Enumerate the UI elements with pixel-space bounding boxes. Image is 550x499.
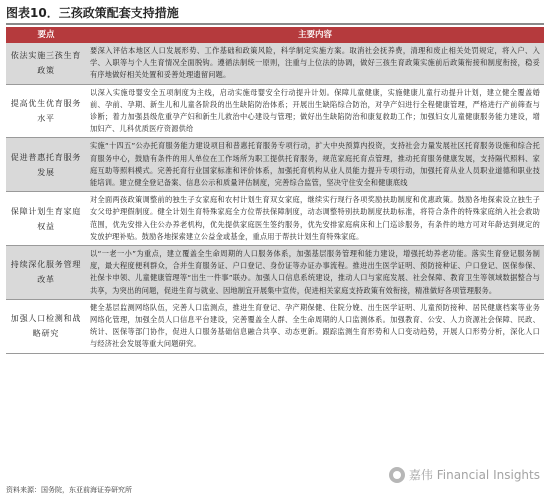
watermark-text: 嘉伟 Financial Insights xyxy=(408,468,540,482)
table-row xyxy=(6,299,544,353)
policy-measures-table xyxy=(6,27,544,354)
row-key: 提高优生优育服务水平 xyxy=(6,84,86,138)
table-row xyxy=(6,138,544,192)
row-content: 健全基层监测网络队伍，完善人口监测点，推进生育登记、孕产期保健、住院分娩、出生医学证明、儿童预防接种、居民健康档案等业务网络化管理，加强全员人口信息平台建设，完善覆盖全人群、全生命周期的人口监测体系。加强教育、公安、人力资源社会保障、民政、统计、医保等部门协作，促进人口服务基础信息融合共享、动态更新。跟踪监测生育形势和人口变动趋势，开展人口形势分析，深化人口与经济社会发展等重大问题研究。 xyxy=(86,299,544,353)
row-content: 实施“十四五”公办托育服务能力建设项目和普惠托育服务专项行动，扩大中央预算内投资，支持社会力量发展社区托育服务设施和综合托育服务中心，鼓励有条件的用人单位在工作场所为职工提供托育服务，规范家庭托育点管理，推动托育服务健康发展，支持隔代照料、家庭互助等照料模式。完善托育行业国家标准和评价体系，加强托育机构从业人员能力提升专项行动，加强托育从业人员职业道德和职业技能培训。建立健全登记备案、信息公示和质量评估制度，完善综合监管，坚决守住安全和健康底线 xyxy=(86,138,544,192)
row-content: 对全面两孩政策调整前的独生子女家庭和农村计划生育双女家庭，继续实行现行各项奖励扶助制度和优惠政策。鼓励各地探索设立独生子女父母护理假制度。健全计划生育特殊家庭全方位帮扶保障制度，动态调整特别扶助制度扶助标准，将符合条件的特殊家庭纳入社会救助范围，优先安排入住公办养老机构，优先提供家庭医生签约服务，优先安排家庭病床和上门巡诊服务，有条件的地方可对年龄达到规定的发放护理补贴。鼓励各地探索建立公益金或基金，重点用于帮扶计划生育特殊家庭。 xyxy=(86,192,544,246)
table-row xyxy=(6,192,544,246)
title-divider xyxy=(6,23,544,25)
row-content: 以“一老一小”为重点，建立覆盖全生命周期的人口服务体系，加强基层服务管理和能力建设，增强托幼养老功能。落实生育登记服务制度，最大程度便利群众，合并生育服务证、户口登记、身份证等办证办事流程。推进出生医学证明、预防接种证、户口登记、医保参保、社保卡申领、儿童健康管理等“出生一件事”联办。加强人口信息系统建设，推动人口与家庭发展、社会保障、教育卫生等领域数据整合与共享，为突出的问题，促进生育与就业、因地制宜开展集中宣传，促进相关家庭支持政策有效衔接，精准做好各项管理服务。 xyxy=(86,246,544,300)
row-key: 持续深化服务管理改革 xyxy=(6,246,86,300)
row-key: 依法实施三孩生育政策 xyxy=(6,43,86,84)
row-key: 保障计划生育家庭权益 xyxy=(6,192,86,246)
brand-logo-icon xyxy=(389,467,405,483)
row-content: 要深入评估本地区人口发展形势、工作基础和政策风险，科学制定实施方案。取消社会抚养费，清理和废止相关处罚规定，将入户、入学、入职等与个人生育情况全面脱钩。遵循法制统一原则，注重与上位法的协调，做好三孩生育政策实施前后政策衔接和制度衔接，稳妥有序地做好相关处置和妥善处理遗留问题。 xyxy=(86,43,544,84)
figure-title: 图表10．三孩政策配套支持措施 xyxy=(6,6,179,20)
row-key: 促进普惠托育服务发展 xyxy=(6,138,86,192)
source-note: 资料来源：国务院，东亚前海证券研究所 xyxy=(6,486,132,494)
table-header-row xyxy=(6,27,544,43)
row-content: 以深入实施母婴安全五项制度为主线，启动实施母婴安全行动提升计划。保障儿童健康，实施健康儿童行动提升计划，建立健全覆盖婚前、孕前、孕期、新生儿和儿童各阶段的出生缺陷防治体系；开展出生缺陷综合防治，对孕产妇进行全程健康管理，严格进行产前筛查与诊断；着力加强县级危重孕产妇和新生儿救治中心建设与管理；做好出生缺陷防治和康复救助工作；加强妇女儿童健康服务能力建设，增加妇产、儿科优质医疗资源供给 xyxy=(86,84,544,138)
watermark xyxy=(389,466,540,483)
table-row xyxy=(6,246,544,300)
table-row xyxy=(6,84,544,138)
row-key: 加强人口检测和战略研究 xyxy=(6,299,86,353)
header-key: 要点 xyxy=(6,27,86,43)
header-content: 主要内容 xyxy=(86,27,544,43)
table-row xyxy=(6,43,544,84)
